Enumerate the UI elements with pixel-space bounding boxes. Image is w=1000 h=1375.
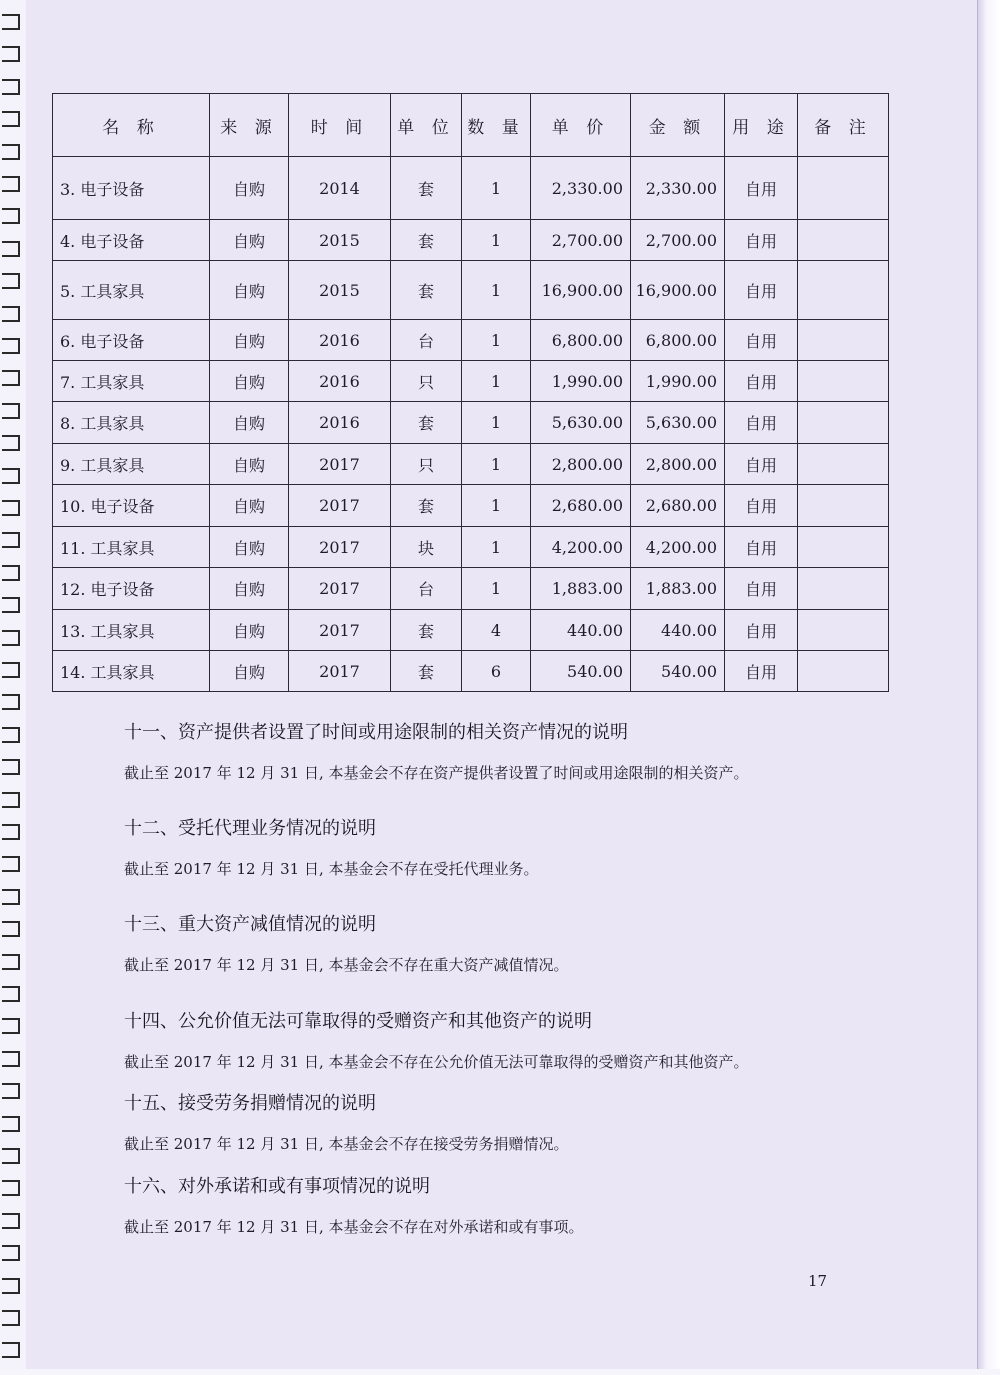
header-quantity: 数 量 xyxy=(462,94,531,157)
cell-remarks xyxy=(798,568,889,610)
binding-ring xyxy=(2,1342,20,1358)
binding-ring xyxy=(2,111,20,127)
cell-amount: 540.00 xyxy=(631,651,725,692)
cell-source: 自购 xyxy=(210,651,289,692)
binding-ring xyxy=(2,79,20,95)
table-row xyxy=(53,320,889,361)
cell-source: 自购 xyxy=(210,610,289,651)
binding-ring xyxy=(2,694,20,710)
cell-use: 自用 xyxy=(725,651,798,692)
table-row xyxy=(53,402,889,444)
cell-amount: 2,680.00 xyxy=(631,485,725,527)
cell-name: 8. 工具家具 xyxy=(53,402,210,444)
cell-unit: 套 xyxy=(391,261,462,320)
cell-name: 12. 电子设备 xyxy=(53,568,210,610)
fixed-assets-table xyxy=(52,93,889,692)
cell-use: 自用 xyxy=(725,610,798,651)
binding-ring xyxy=(2,306,20,322)
cell-unit-price: 1,990.00 xyxy=(531,361,631,402)
cell-unit-price: 6,800.00 xyxy=(531,320,631,361)
binding-ring xyxy=(2,1083,20,1099)
cell-quantity: 1 xyxy=(462,485,531,527)
cell-unit-price: 540.00 xyxy=(531,651,631,692)
cell-amount: 2,700.00 xyxy=(631,220,725,261)
cell-time: 2017 xyxy=(289,610,391,651)
cell-source: 自购 xyxy=(210,261,289,320)
cell-remarks xyxy=(798,220,889,261)
binding-ring xyxy=(2,1018,20,1034)
cell-unit: 套 xyxy=(391,402,462,444)
cell-quantity: 1 xyxy=(462,261,531,320)
binding-ring xyxy=(2,759,20,775)
binding-ring xyxy=(2,435,20,451)
section-body: 截止至 2017 年 12 月 31 日, 本基金会不存在对外承诺和或有事项。 xyxy=(124,1218,584,1236)
section-body: 截止至 2017 年 12 月 31 日, 本基金会不存在重大资产减值情况。 xyxy=(124,956,569,974)
cell-use: 自用 xyxy=(725,444,798,485)
table-row xyxy=(53,610,889,651)
cell-unit-price: 2,330.00 xyxy=(531,157,631,220)
cell-unit: 套 xyxy=(391,651,462,692)
binding-ring xyxy=(2,1310,20,1326)
section-body: 截止至 2017 年 12 月 31 日, 本基金会不存在资产提供者设置了时间或用途限制的相关资产。 xyxy=(124,764,749,782)
binding-ring xyxy=(2,46,20,62)
cell-source: 自购 xyxy=(210,527,289,568)
cell-name: 7. 工具家具 xyxy=(53,361,210,402)
binding-ring xyxy=(2,792,20,808)
section-body: 截止至 2017 年 12 月 31 日, 本基金会不存在受托代理业务。 xyxy=(124,860,539,878)
binding-ring xyxy=(2,954,20,970)
binding-ring xyxy=(2,208,20,224)
cell-remarks xyxy=(798,157,889,220)
cell-source: 自购 xyxy=(210,220,289,261)
cell-remarks xyxy=(798,485,889,527)
table-row xyxy=(53,527,889,568)
cell-source: 自购 xyxy=(210,568,289,610)
binding-ring xyxy=(2,597,20,613)
binding-ring xyxy=(2,14,20,30)
cell-unit-price: 2,800.00 xyxy=(531,444,631,485)
header-name: 名 称 xyxy=(53,94,210,157)
binding-ring xyxy=(2,500,20,516)
cell-quantity: 1 xyxy=(462,361,531,402)
binding-ring xyxy=(2,176,20,192)
cell-use: 自用 xyxy=(725,361,798,402)
cell-remarks xyxy=(798,444,889,485)
cell-quantity: 6 xyxy=(462,651,531,692)
binding-ring xyxy=(2,986,20,1002)
cell-quantity: 1 xyxy=(462,220,531,261)
cell-unit: 台 xyxy=(391,568,462,610)
cell-time: 2017 xyxy=(289,444,391,485)
table-row xyxy=(53,485,889,527)
cell-unit: 只 xyxy=(391,361,462,402)
binding-ring xyxy=(2,727,20,743)
binding-ring xyxy=(2,630,20,646)
header-time: 时 间 xyxy=(289,94,391,157)
cell-remarks xyxy=(798,527,889,568)
cell-use: 自用 xyxy=(725,320,798,361)
cell-unit-price: 1,883.00 xyxy=(531,568,631,610)
cell-unit-price: 4,200.00 xyxy=(531,527,631,568)
binding-ring xyxy=(2,889,20,905)
cell-name: 6. 电子设备 xyxy=(53,320,210,361)
cell-use: 自用 xyxy=(725,527,798,568)
cell-amount: 2,800.00 xyxy=(631,444,725,485)
cell-remarks xyxy=(798,651,889,692)
cell-remarks xyxy=(798,320,889,361)
binding-ring xyxy=(2,338,20,354)
section-title: 十四、公允价值无法可靠取得的受赠资产和其他资产的说明 xyxy=(124,1011,592,1032)
header-unit: 单 位 xyxy=(391,94,462,157)
binding-ring xyxy=(2,856,20,872)
cell-source: 自购 xyxy=(210,444,289,485)
table-row xyxy=(53,361,889,402)
cell-name: 11. 工具家具 xyxy=(53,527,210,568)
cell-time: 2014 xyxy=(289,157,391,220)
header-remarks: 备 注 xyxy=(798,94,889,157)
cell-use: 自用 xyxy=(725,402,798,444)
cell-time: 2017 xyxy=(289,527,391,568)
cell-remarks xyxy=(798,610,889,651)
cell-amount: 2,330.00 xyxy=(631,157,725,220)
cell-time: 2017 xyxy=(289,485,391,527)
table-row xyxy=(53,157,889,220)
binding-ring xyxy=(2,1116,20,1132)
cell-time: 2015 xyxy=(289,220,391,261)
cell-quantity: 4 xyxy=(462,610,531,651)
binding-ring xyxy=(2,824,20,840)
cell-use: 自用 xyxy=(725,220,798,261)
cell-time: 2016 xyxy=(289,361,391,402)
cell-quantity: 1 xyxy=(462,527,531,568)
cell-unit-price: 16,900.00 xyxy=(531,261,631,320)
table-header-row xyxy=(53,94,889,157)
cell-name: 4. 电子设备 xyxy=(53,220,210,261)
cell-source: 自购 xyxy=(210,361,289,402)
binding-ring xyxy=(2,532,20,548)
cell-unit: 套 xyxy=(391,610,462,651)
binding-ring xyxy=(2,403,20,419)
page-edge xyxy=(977,0,1000,1375)
section-body: 截止至 2017 年 12 月 31 日, 本基金会不存在接受劳务捐赠情况。 xyxy=(124,1135,569,1153)
cell-time: 2016 xyxy=(289,320,391,361)
cell-remarks xyxy=(798,402,889,444)
binding-ring xyxy=(2,370,20,386)
cell-amount: 5,630.00 xyxy=(631,402,725,444)
section-title: 十五、接受劳务捐赠情况的说明 xyxy=(124,1093,376,1114)
cell-unit-price: 2,700.00 xyxy=(531,220,631,261)
cell-quantity: 1 xyxy=(462,320,531,361)
section-title: 十二、受托代理业务情况的说明 xyxy=(124,818,376,839)
cell-source: 自购 xyxy=(210,157,289,220)
header-amount: 金 额 xyxy=(631,94,725,157)
binding-ring xyxy=(2,662,20,678)
cell-time: 2016 xyxy=(289,402,391,444)
table-row xyxy=(53,261,889,320)
binding-ring xyxy=(2,468,20,484)
binding-ring xyxy=(2,144,20,160)
cell-source: 自购 xyxy=(210,485,289,527)
section-title: 十六、对外承诺和或有事项情况的说明 xyxy=(124,1176,430,1197)
header-unit-price: 单 价 xyxy=(531,94,631,157)
cell-source: 自购 xyxy=(210,402,289,444)
cell-use: 自用 xyxy=(725,485,798,527)
cell-quantity: 1 xyxy=(462,157,531,220)
cell-name: 5. 工具家具 xyxy=(53,261,210,320)
section-body: 截止至 2017 年 12 月 31 日, 本基金会不存在公允价值无法可靠取得的受赠资产和其他资产。 xyxy=(124,1053,749,1071)
cell-name: 3. 电子设备 xyxy=(53,157,210,220)
cell-amount: 16,900.00 xyxy=(631,261,725,320)
cell-unit: 套 xyxy=(391,485,462,527)
header-use: 用 途 xyxy=(725,94,798,157)
cell-amount: 1,990.00 xyxy=(631,361,725,402)
binding-ring xyxy=(2,241,20,257)
cell-name: 10. 电子设备 xyxy=(53,485,210,527)
section-title: 十一、资产提供者设置了时间或用途限制的相关资产情况的说明 xyxy=(124,722,628,743)
cell-unit: 套 xyxy=(391,220,462,261)
table-row xyxy=(53,220,889,261)
cell-amount: 440.00 xyxy=(631,610,725,651)
header-source: 来 源 xyxy=(210,94,289,157)
table-row xyxy=(53,444,889,485)
cell-time: 2017 xyxy=(289,568,391,610)
table-row xyxy=(53,651,889,692)
cell-use: 自用 xyxy=(725,568,798,610)
binding-strip xyxy=(0,0,26,1375)
page-number: 17 xyxy=(808,1272,828,1290)
binding-ring xyxy=(2,1213,20,1229)
binding-ring xyxy=(2,1051,20,1067)
cell-unit-price: 5,630.00 xyxy=(531,402,631,444)
cell-time: 2017 xyxy=(289,651,391,692)
cell-amount: 1,883.00 xyxy=(631,568,725,610)
binding-ring xyxy=(2,1148,20,1164)
binding-ring xyxy=(2,1278,20,1294)
cell-name: 9. 工具家具 xyxy=(53,444,210,485)
section-title: 十三、重大资产减值情况的说明 xyxy=(124,914,376,935)
cell-quantity: 1 xyxy=(462,444,531,485)
cell-unit: 台 xyxy=(391,320,462,361)
cell-amount: 6,800.00 xyxy=(631,320,725,361)
cell-remarks xyxy=(798,261,889,320)
binding-ring xyxy=(2,273,20,289)
cell-use: 自用 xyxy=(725,261,798,320)
cell-remarks xyxy=(798,361,889,402)
cell-time: 2015 xyxy=(289,261,391,320)
cell-unit: 块 xyxy=(391,527,462,568)
binding-ring xyxy=(2,1245,20,1261)
cell-quantity: 1 xyxy=(462,568,531,610)
cell-use: 自用 xyxy=(725,157,798,220)
cell-amount: 4,200.00 xyxy=(631,527,725,568)
cell-name: 13. 工具家具 xyxy=(53,610,210,651)
binding-ring xyxy=(2,565,20,581)
cell-unit: 套 xyxy=(391,157,462,220)
cell-quantity: 1 xyxy=(462,402,531,444)
cell-unit: 只 xyxy=(391,444,462,485)
cell-source: 自购 xyxy=(210,320,289,361)
cell-unit-price: 2,680.00 xyxy=(531,485,631,527)
cell-unit-price: 440.00 xyxy=(531,610,631,651)
page-bottom-edge xyxy=(0,1369,1000,1375)
binding-ring xyxy=(2,1180,20,1196)
cell-name: 14. 工具家具 xyxy=(53,651,210,692)
table-row xyxy=(53,568,889,610)
binding-ring xyxy=(2,921,20,937)
